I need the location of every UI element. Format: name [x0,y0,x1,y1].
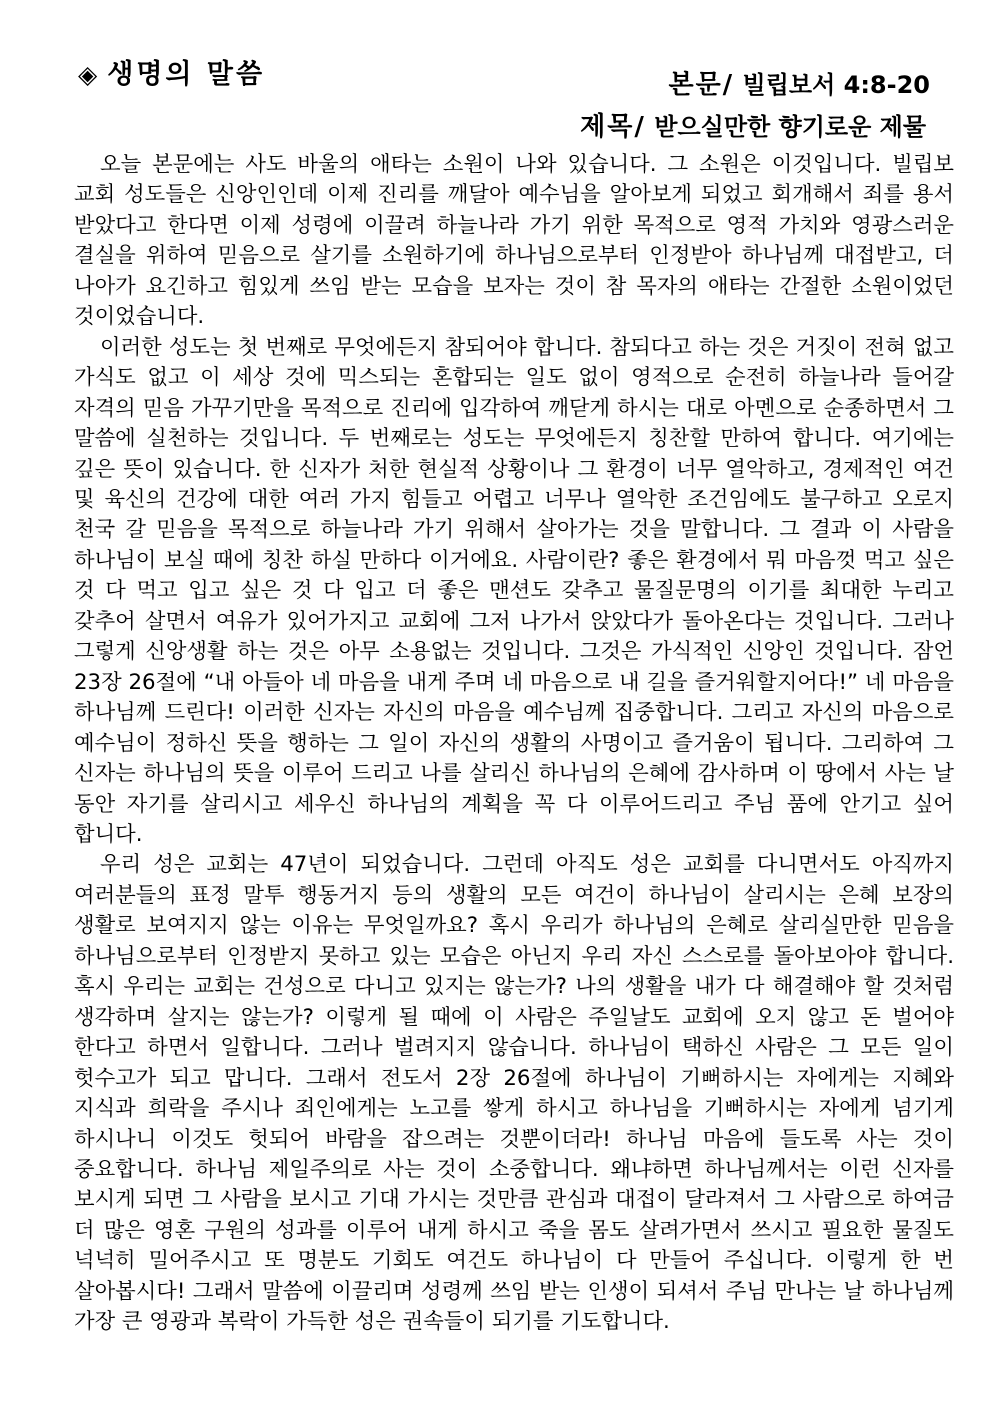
paragraph-3: 우리 성은 교회는 47년이 되었습니다. 그런데 아직도 성은 교회를 다니면서도 아직까지 여러분들의 표정 말투 행동거지 등의 생활의 모든 여건이 하나님이 살리시는 은혜 보장의 생활로 보여지지 않는 이유는 무엇일까요? 혹시 우리가 하나님의 은혜로 살리실만한 믿음을 하나님으로부터 인정받지 못하고 있는 모습은 아닌지 우리 자신 스스로를 돌아보아야 합니다. 혹시 우리는 교회는 건성으로 다니고 있지는 않는가? 나의 생활을 내가 다 해결해야 할 것처럼 생각하며 살지는 않는가? 이렇게 될 때에 이 사람은 주일날도 교회에 오지 않고 돈 벌어야 한다고 하면서 일합니다. 그러나 벌려지지 않습니다. 하나님이 택하신 사람은 그 모든 일이 헛수고가 되고 맙니다. 그래서 전도서 2장 26절에 하나님이 기뻐하시는 자에게는 지혜와 지식과 희락을 주시나 죄인에게는 노고를 쌓게 하시고 하나님을 기뻐하시는 자에게 넘기게 하시나니 이것도 헛되어 바람을 잡으려는 것뿐이더라! 하나님 마음에 들도록 사는 것이 중요합니다. 하나님 제일주의로 사는 것이 소중합니다. 왜냐하면 하나님께서는 이런 신자를 보시게 되면 그 사람을 보시고 기대 가시는 것만큼 관심과 대접이 달라져서 그 사람으로 하여금 더 많은 영혼 구원의 성과를 이루어 내게 하시고 죽을 몸도 살려가면서 쓰시고 필요한 물질도 넉넉히 밀어주시고 또 명분도 기회도 여건도 하나님이 다 만들어 주십니다. 이렇게 한 번 살아봅시다! 그래서 말씀에 이끌리며 성령께 쓰임 받는 인생이 되셔서 주님 만나는 날 하나님께 가장 큰 영광과 복락이 가득한 성은 권속들이 되기를 기도합니다. [74,852,954,1335]
page-title [78,52,265,91]
paragraph-2: 이러한 성도는 첫 번째로 무엇에든지 참되어야 합니다. 참되다고 하는 것은 거짓이 전혀 없고 가식도 없고 이 세상 것에 믹스되는 혼합되는 일도 없이 영적으로 순전히 하늘나라 들어갈 자격의 믿음 가꾸기만을 목적으로 진리에 입각하여 깨닫게 하시는 대로 아멘으로 순종하면서 그 말씀에 실천하는 것입니다. 두 번째로는 성도는 무엇에든지 칭찬할 만하여 합니다. 여기에는 깊은 뜻이 있습니다. 한 신자가 처한 현실적 상황이나 그 환경이 너무 열악하고, 경제적인 여건 및 육신의 건강에 대한 여러 가지 힘들고 어렵고 너무나 열악한 조건임에도 불구하고 오로지 천국 갈 믿음을 목적으로 하늘나라 가기 위해서 살아가는 것을 말합니다. 그 결과 이 사람을 하나님이 보실 때에 칭찬 하실 만하다 이거에요. 사람이란? 좋은 환경에서 뭐 마음껏 먹고 싶은 것 다 먹고 입고 싶은 것 다 입고 더 좋은 맨션도 갖추고 물질문명의 이기를 최대한 누리고 갖추어 살면서 여유가 있어가지고 교회에 그저 나가서 앉았다가 돌아온다는 것입니다. 그러나 그렇게 신앙생활 하는 것은 아무 소용없는 것입니다. 그것은 가식적인 신앙인 것입니다. 잠언 23장 26절에 “내 아들아 네 마음을 내게 주며 네 마음으로 내 길을 즐거워할지어다!” 네 마음을 하나님께 드린다! 이러한 신자는 자신의 마음을 예수님께 집중합니다. 그리고 자신의 마음으로 예수님이 정하신 뜻을 행하는 그 일이 자신의 생활의 사명이고 즐거움이 됩니다. 그리하여 그 신자는 하나님의 뜻을 이루어 드리고 나를 살리신 하나님의 은혜에 감사하며 이 땅에서 사는 날 동안 자기를 살리시고 세우신 하나님의 계획을 꼭 다 이루어드리고 주님 품에 안기고 싶어 합니다. [74,334,954,847]
subject-label: 제목/ [580,112,646,142]
subject-text: 받으실만한 향기로운 제물 [654,113,926,141]
title-text: 생명의 말씀 [107,59,266,90]
passage-label: 본문/ [668,70,735,100]
paragraph-1: 오늘 본문에는 사도 바울의 애타는 소원이 나와 있습니다. 그 소원은 이것입니다. 빌립보 교회 성도들은 신앙인인데 이제 진리를 깨달아 예수님을 알아보게 되었고 회개해서 죄를 용서 받았다고 한다면 이제 성령에 이끌려 하늘나라 가기 위한 목적으로 영적 가치와 영광스러운 결실을 위하여 믿음으로 살기를 소원하기에 하나님으로부터 인정받아 하나님께 대접받고, 더 나아가 요긴하고 힘있게 쓰임 받는 모습을 보자는 것이 참 목자의 애타는 간절한 소원이었던 것이었습니다. [74,152,954,330]
passage-text: 빌립보서 4:8-20 [742,71,930,99]
diamond-bullet-icon: ◈ [78,60,98,89]
sermon-subject [580,106,926,143]
scripture-reference [668,64,930,101]
sermon-body [74,150,954,1338]
